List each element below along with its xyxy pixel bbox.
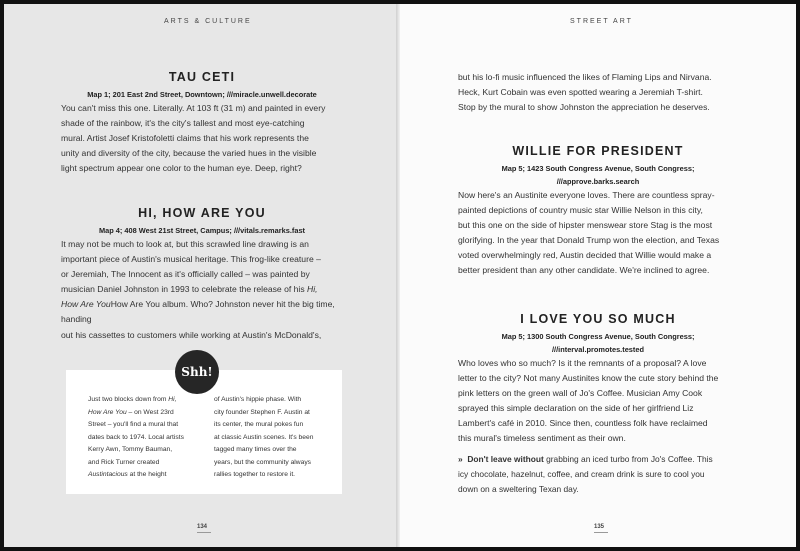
body-line: pink letters on the green wall of Jo's Coffee. Musician Amy Cook <box>458 388 703 399</box>
sidebar-line: dates back to 1974. Local artists <box>88 433 184 441</box>
gutter-shadow <box>396 4 400 547</box>
entry-address-willie-line1: Map 5; 1423 South Congress Avenue, South Congress; <box>501 164 695 173</box>
entry-address-ilysm-line1: Map 5; 1300 South Congress Avenue, South Congress; <box>501 332 695 341</box>
sidebar-text: at the height <box>127 471 167 478</box>
body-line: Lambert's café in 2010. Since then, countless folk have reclaimed <box>458 418 708 429</box>
body-line: letter to the city? Not many Austinites know the cute story behind the <box>458 373 719 384</box>
body-line: sprayed this simple declaration on the side of her girlfriend Liz <box>458 403 694 414</box>
body-text: musician Daniel Johnston in 1993 to celebrate the release of his <box>61 284 308 295</box>
entry-title-i-love-you-so-much: I LOVE YOU SO MUCH <box>520 312 676 326</box>
sidebar-line <box>88 469 200 482</box>
entry-title-hi-how-are-you: HI, HOW ARE YOU <box>138 206 266 220</box>
body-line: unity and diversity of the city, because the varied hues in the visible <box>61 148 317 159</box>
sidebar-text: – on West 23rd <box>126 408 174 416</box>
tip-text: grabbing an iced turbo from Jo's Coffee. This <box>543 454 713 464</box>
double-arrow-icon: » <box>458 454 463 464</box>
continued-body <box>458 70 743 115</box>
entry-address-willie-line2: ///approve.barks.search <box>556 177 640 186</box>
entry-body-willie-for-president <box>458 188 743 279</box>
entry-address-ilysm-line2: ///interval.promotes.tested <box>552 345 644 354</box>
dont-leave-without-tip <box>458 452 743 497</box>
entry-title-willie-for-president: WILLIE FOR PRESIDENT <box>512 144 684 158</box>
body-line: or Jeremiah, The Innocent as it's officially called – was painted by <box>61 269 310 280</box>
body-line: You can't miss this one. Literally. At 103 ft (31 m) and painted in every <box>61 103 326 113</box>
entry-body-i-love-you-so-much <box>458 356 743 447</box>
entry-address-tau-ceti: Map 1; 201 East 2nd Street, Downtown; ///miracle.unwell.decorate <box>87 90 317 99</box>
sidebar-line <box>88 394 200 407</box>
body-line: voted overwhelmingly red, Austin decided that Willie would make a <box>458 250 712 261</box>
body-line: but his lo-fi music influenced the likes of Flaming Lips and Nirvana. <box>458 72 712 82</box>
body-line <box>61 297 351 327</box>
body-text: How Are You album. Who? Johnston never hit the big time, handing <box>61 299 335 325</box>
body-line: Now here's an Austinite everyone loves. There are countless spray- <box>458 190 715 200</box>
sidebar-italic: Hi, <box>168 396 177 403</box>
body-line: Stop by the mural to show Johnston the appreciation he deserves. <box>458 102 710 113</box>
sidebar-line: Kerry Awn, Tommy Bauman, <box>88 446 173 453</box>
body-line: important piece of Austin's musical heritage. This frog-like creature – <box>61 254 321 265</box>
tip-line <box>458 452 743 467</box>
sidebar-line: city founder Stephen F. Austin at <box>214 408 310 416</box>
page-number: 134 <box>197 524 211 533</box>
right-page <box>400 4 796 547</box>
album-title-italic: How Are You <box>61 299 111 310</box>
body-line: painted depictions of country music star Willie Nelson in this city, <box>458 205 703 216</box>
body-line: better president than any other candidate. We're inclined to agree. <box>458 265 710 276</box>
book-spread <box>4 4 796 547</box>
entry-body-tau-ceti <box>61 101 351 176</box>
left-page <box>4 4 400 547</box>
body-line: Heck, Kurt Cobain was even spotted wearing a Jeremiah T-shirt. <box>458 87 703 98</box>
sidebar-line: its center, the mural pokes fun <box>214 421 304 428</box>
sidebar-column-2 <box>214 394 326 482</box>
tip-line: down on a sweltering Texan day. <box>458 484 579 495</box>
body-line: but this one on the side of hipster menswear store Stag is the most <box>458 220 713 231</box>
entry-address-hi-how-are-you: Map 4; 408 West 21st Street, Campus; ///vitals.remarks.fast <box>98 226 306 235</box>
tip-lead: Don't leave without <box>467 454 544 464</box>
sidebar-column-1 <box>88 394 200 482</box>
body-line: light spectrum appear one color to the human eye. Deep, right? <box>61 163 302 174</box>
page-number: 135 <box>594 524 608 533</box>
sidebar-line: years, but the community always <box>214 458 312 466</box>
entry-body-hi-how-are-you <box>61 237 351 343</box>
body-line: out his cassettes to customers while working at Austin's McDonald's, <box>61 329 322 340</box>
body-line: mural. Artist Josef Kristofoletti claims that his work represents the <box>61 133 309 144</box>
sidebar-italic: Austintacious <box>88 471 128 478</box>
sidebar-line: and Rick Turner created <box>88 458 160 466</box>
body-line <box>61 282 351 297</box>
sidebar-line: at classic Austin scenes. It's been <box>214 433 314 441</box>
body-line: shade of the rainbow, it's the city's tallest and most eye-catching <box>61 118 305 129</box>
running-head: ARTS & CULTURE <box>164 18 252 25</box>
body-line: Who loves who so much? Is it the remnants of a proposal? A love <box>458 358 707 368</box>
running-head: STREET ART <box>570 18 633 25</box>
sidebar-italic: How Are You <box>88 408 127 416</box>
body-line: this mural's timeless sentiment as their own. <box>458 433 626 444</box>
sidebar-text: Just two blocks down from <box>88 396 169 403</box>
sidebar-line: Street – you'll find a mural that <box>88 421 179 428</box>
sidebar-line <box>88 407 200 420</box>
album-title-italic: Hi, <box>307 284 318 295</box>
sidebar-line: rallies together to restore it. <box>214 471 296 478</box>
sidebar-line: of Austin's hippie phase. With <box>214 396 302 403</box>
sidebar-line: tagged many times over the <box>214 446 297 453</box>
tip-line: icy chocolate, hazelnut, coffee, and cream drink is sure to cool you <box>458 469 705 480</box>
body-line: glorifying. In the year that Donald Trump won the election, and Texas <box>458 235 720 246</box>
shh-badge: Shh! <box>175 350 219 394</box>
entry-title-tau-ceti: TAU CETI <box>168 70 236 84</box>
body-line: It may not be much to look at, but this scrawled line drawing is an <box>61 239 309 249</box>
